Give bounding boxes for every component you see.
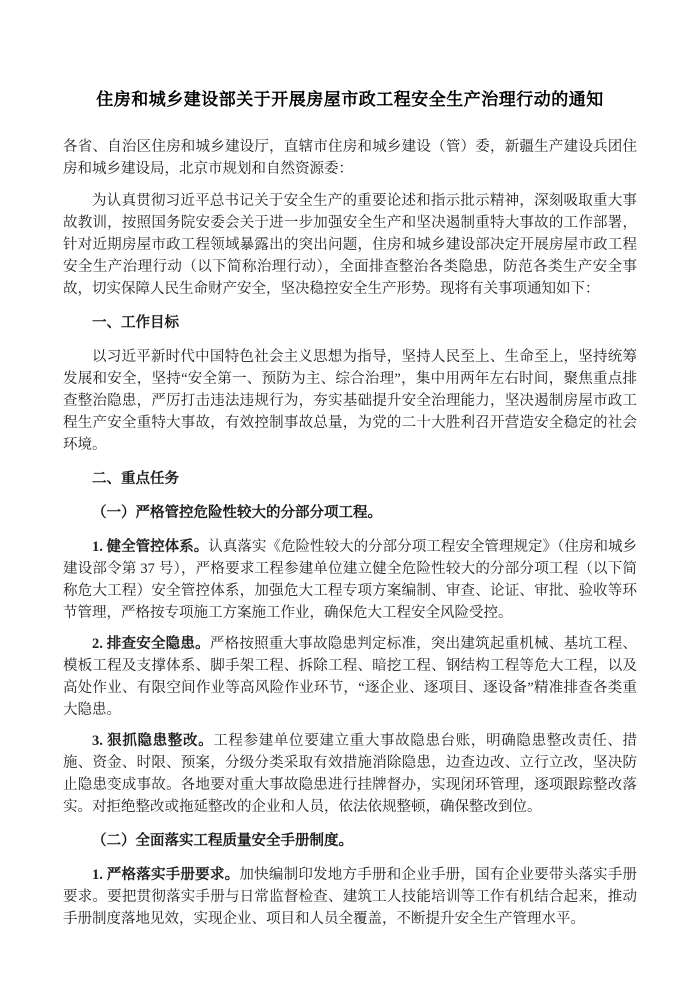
subsection-2-item-1 (63, 864, 637, 930)
document-title: 住房和城乡建设部关于开展房屋市政工程安全生产治理行动的通知 (96, 90, 604, 109)
intro-paragraph: 为认真贯彻习近平总书记关于安全生产的重要论述和指示批示精神，深刻吸取重大事故教训，按照国务院安委会关于进一步加强安全生产和坚决遏制重特大事故的工作部署，针对近期房屋市政工程领域暴露出的突出问题，住房和城乡建设部决定开展房屋市政工程安全生产治理行动（以下简称治理行动），全面排查整治各类隐患，防范各类生产安全事故，切实保障人民生命财产安全，坚决稳控安全生产形势。现将有关事项通知如下： (63, 193, 637, 297)
addressee-line: 各省、自治区住房和城乡建设厅，直辖市住房和城乡建设（管）委，新疆生产建设兵团住房和城乡建设局，北京市规划和自然资源委： (63, 139, 637, 177)
subsection-2-item-1-lead: 1. 严格落实手册要求。 (92, 867, 240, 883)
subsection-1-item-3 (63, 730, 637, 818)
item-2-body: 严格按照重大事故隐患判定标准，突出建筑起重机械、基坑工程、模板工程及支撑体系、脚手架工程、拆除工程、暗挖工程、钢结构工程等危大工程，以及高处作业、有限空间作业等高风险作业环节，“逐企业、逐项目、逐设备”精准排查各类重大隐患。 (63, 636, 637, 718)
item-3-body: 工程参建单位要建立重大事故隐患台账，明确隐患整改责任、措施、资金、时限、预案，分级分类采取有效措施消除隐患，边查边改、立行立改，坚决防止隐患变成事故。各地要对重大事故隐患进行挂牌督办，实现闭环管理，逐项跟踪整改落实。对拒绝整改或拖延整改的企业和人员，依法依规整顿，确保整改到位。 (63, 733, 638, 815)
section-1-paragraph: 以习近平新时代中国特色社会主义思想为指导，坚持人民至上、生命至上，坚持统筹发展和安全，坚持“安全第一、预防为主、综合治理”，集中用两年左右时间，聚焦重点排查整治隐患，严厉打击违法违规行为，夯实基础提升安全治理能力，坚决遏制房屋市政工程生产安全重特大事故，有效控制事故总量，为党的二十大胜利召开营造安全稳定的社会环境。 (63, 349, 637, 453)
section-2-heading: 二、重点任务 (92, 471, 179, 487)
subsection-1-item-1 (63, 536, 637, 624)
subsection-1-heading: （一）严格管控危险性较大的分部分项工程。 (92, 505, 382, 521)
item-1-lead: 1. 健全管控体系。 (92, 539, 209, 555)
item-1-body: 认真落实《危险性较大的分部分项工程安全管理规定》（住房和城乡建设部令第 37 号），严格要求工程参建单位建立健全危险性较大的分部分项工程（以下简称危大工程）安全管控体系，加强危大工程专项方案编制、审查、论证、审批、验收等环节管理，严格按专项施工方案施工作业，确保危大工程安全风险受控。 (63, 539, 638, 621)
subsection-2-heading: （二）全面落实工程质量安全手册制度。 (92, 833, 353, 849)
subsection-1-item-2 (63, 633, 637, 721)
subsection-2-item-1-body: 加快编制印发地方手册和企业手册，国有企业要带头落实手册要求。要把贯彻落实手册与日常监督检查、建筑工人技能培训等工作有机结合起来，推动手册制度落地见效，实现企业、项目和人员全覆盖，不断提升安全生产管理水平。 (63, 867, 638, 927)
section-1-heading: 一、工作目标 (92, 315, 179, 331)
item-3-lead: 3. 狠抓隐患整改。 (92, 733, 214, 749)
item-2-lead: 2. 排查安全隐患。 (92, 636, 210, 652)
